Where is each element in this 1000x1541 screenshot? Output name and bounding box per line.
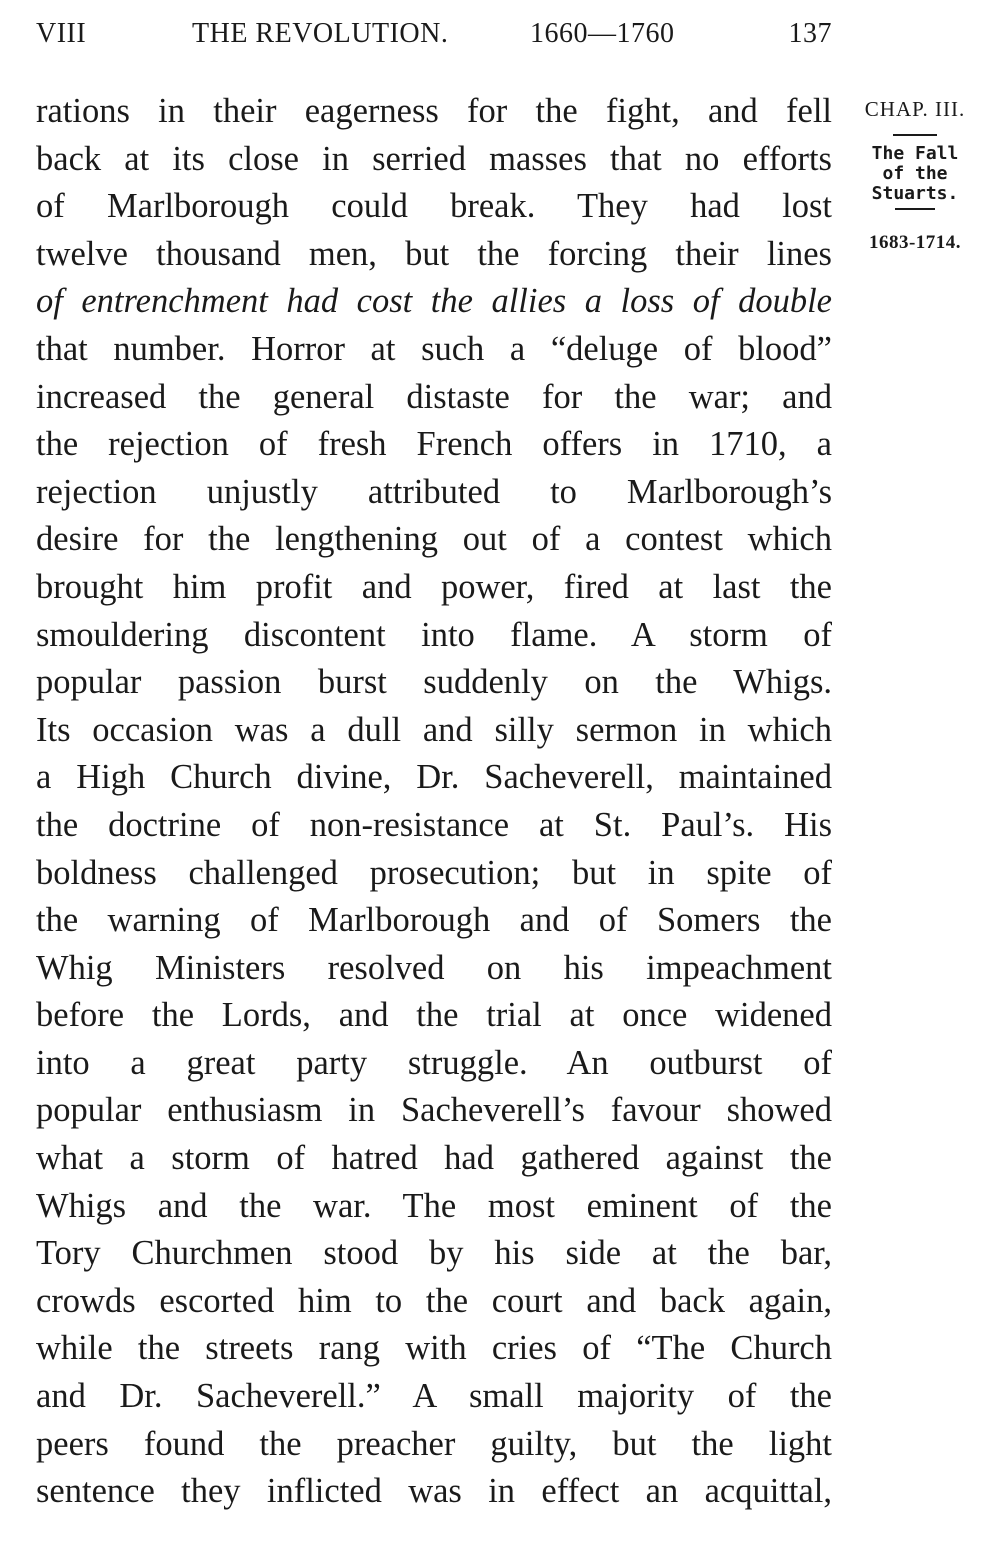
- text-line: crowds escorted him to the court and back again,: [36, 1281, 832, 1320]
- running-head-title: THE REVOLUTION.: [192, 18, 449, 49]
- margin-notes: [856, 96, 974, 254]
- margin-rule: [895, 208, 935, 210]
- margin-date-range: 1683-1714.: [868, 232, 962, 253]
- text-line: Tory Churchmen stood by his side at the bar,: [36, 1234, 832, 1273]
- text-line: desire for the lengthening out of a contest which: [36, 520, 832, 559]
- text-line: boldness challenged prosecution; but in spite of: [36, 853, 832, 892]
- text-line: popular enthusiasm in Sacheverell’s favour showed: [36, 1091, 832, 1130]
- page-number: 137: [788, 18, 832, 49]
- margin-rule: [893, 134, 937, 136]
- text-line: that number. Horror at such a “deluge of blood”: [36, 329, 832, 368]
- running-head: [36, 18, 834, 58]
- text-line: a High Church divine, Dr. Sacheverell, maintained: [36, 758, 832, 797]
- text-line: what a storm of hatred had gathered against the: [36, 1139, 832, 1178]
- text-line: peers found the preacher guilty, but the light: [36, 1424, 832, 1463]
- text-line: sentence they inflicted was in effect an acquittal,: [36, 1472, 832, 1511]
- text-line: the rejection of fresh French offers in 1710, a: [36, 425, 832, 464]
- text-line: Whig Ministers resolved on his impeachment: [36, 948, 832, 987]
- text-line: before the Lords, and the trial at once widened: [36, 996, 832, 1035]
- text-line: rations in their eagerness for the fight, and fell: [36, 92, 832, 130]
- text-line: Whigs and the war. The most eminent of the: [36, 1186, 832, 1225]
- margin-section-title: The Fall of the Stuarts.: [871, 143, 959, 204]
- text-line: and Dr. Sacheverell.” A small majority of the: [36, 1377, 832, 1416]
- running-head-section: VIII: [36, 18, 87, 49]
- text-line: of entrenchment had cost the allies a loss of double: [36, 282, 832, 321]
- text-line: Its occasion was a dull and silly sermon in which: [36, 710, 832, 749]
- text-line: the warning of Marlborough and of Somers the: [36, 901, 832, 940]
- text-line: popular passion burst suddenly on the Whigs.: [36, 663, 832, 702]
- text-line: brought him profit and power, fired at last the: [36, 567, 832, 606]
- text-line: back at its close in serried masses that no efforts: [36, 139, 832, 178]
- chapter-label: CHAP. III.: [864, 97, 966, 121]
- text-line: the doctrine of non-resistance at St. Paul’s. His: [36, 805, 832, 844]
- text-line: smouldering discontent into flame. A storm of: [36, 615, 832, 654]
- body-text: [36, 88, 832, 1516]
- text-line: rejection unjustly attributed to Marlborough’s: [36, 472, 832, 511]
- text-line: increased the general distaste for the war; and: [36, 377, 832, 416]
- text-line: of Marlborough could break. They had lost: [36, 187, 832, 226]
- text-line: into a great party struggle. An outburst of: [36, 1043, 832, 1082]
- text-line: twelve thousand men, but the forcing their lines: [36, 234, 832, 273]
- text-line: while the streets rang with cries of “The Church: [36, 1329, 832, 1368]
- running-head-dates: 1660—1760: [530, 18, 675, 49]
